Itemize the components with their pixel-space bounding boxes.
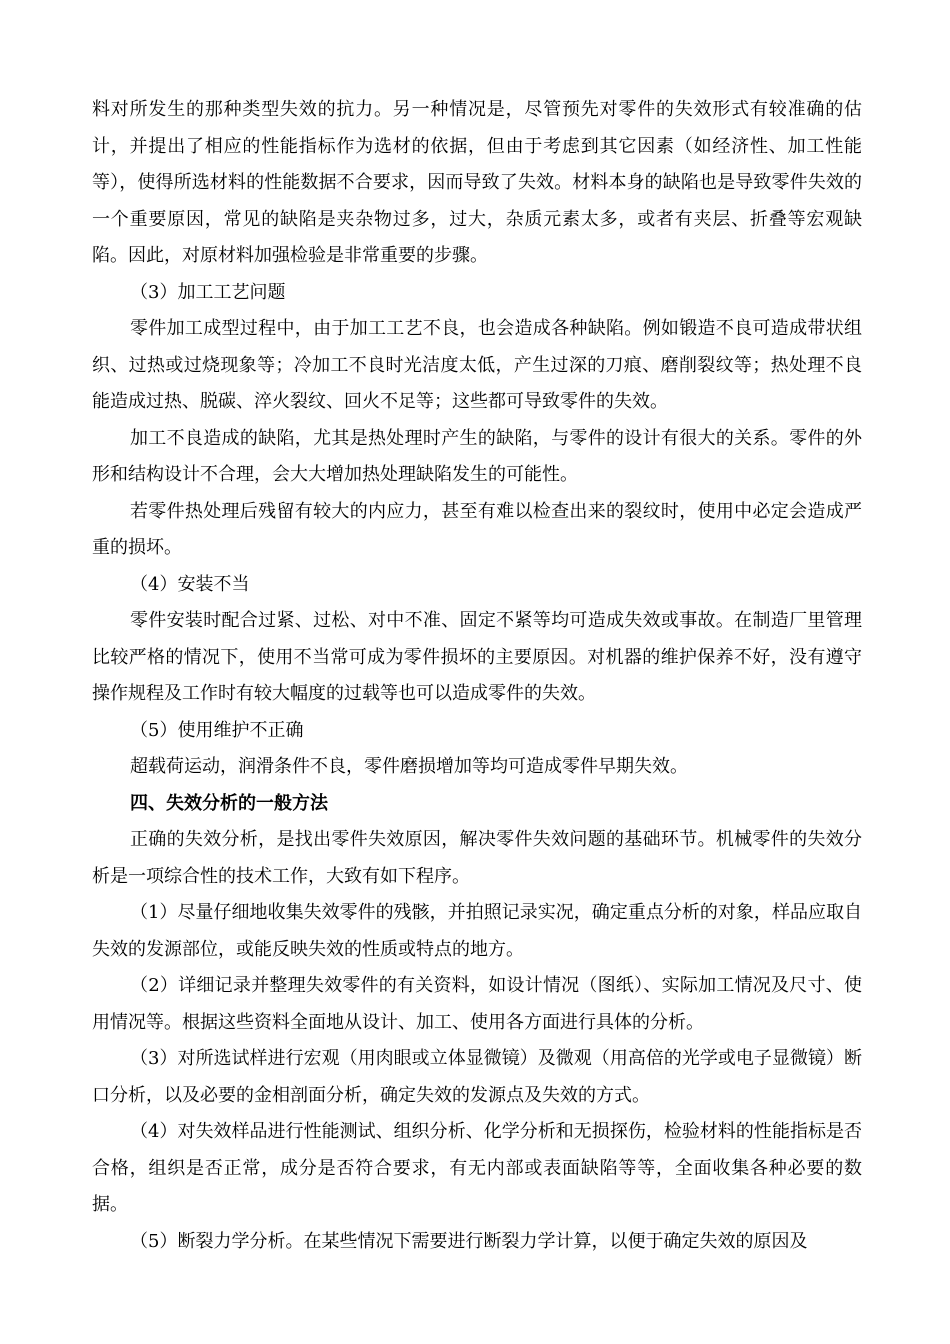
paragraph-step-3: （3）对所选试样进行宏观（用肉眼或立体显微镜）及微观（用高倍的光学或电子显微镜）断口分析，以及必要的金相剖面分析，确定失效的发源点及失效的方式。 xyxy=(92,1048,862,1106)
subheading-improper-maintenance: （5）使用维护不正确 xyxy=(130,719,304,741)
paragraph-step-4: （4）对失效样品进行性能测试、组织分析、化学分析和无损探伤，检验材料的性能指标是否合格，组织是否正常，成分是否符合要求，有无内部或表面缺陷等等，全面收集各种必要的数据。 xyxy=(92,1121,862,1215)
paragraph-material-defects: 料对所发生的那种类型失效的抗力。另一种情况是，尽管预先对零件的失效形式有较准确的估计，并提出了相应的性能指标作为选材的依据，但由于考虑到其它因素（如经济性、加工性能等），使得所选材料的性能数据不合要求，因而导致了失效。材料本身的缺陷也是导致零件失效的一个重要原因，常见的缺陷是夹杂物过多，过大，杂质元素太多，或者有夹层、折叠等宏观缺陷。因此，对原材料加强检验是非常重要的步骤。 xyxy=(92,99,862,266)
paragraph-installation: 零件安装时配合过紧、过松、对中不准、固定不紧等均可造成失效或事故。在制造厂里管理比较严格的情况下，使用不当常可成为零件损坏的主要原因。对机器的维护保养不好，没有遵守操作规程及工作时有较大幅度的过载等也可以造成零件的失效。 xyxy=(92,610,862,704)
paragraph-maintenance: 超载荷运动，润滑条件不良，零件磨损增加等均可造成零件早期失效。 xyxy=(130,756,688,777)
paragraph-step-5: （5）断裂力学分析。在某些情况下需要进行断裂力学计算，以便于确定失效的原因及 xyxy=(130,1230,808,1252)
paragraph-processing-defects: 零件加工成型过程中，由于加工工艺不良，也会造成各种缺陷。例如锻造不良可造成带状组织、过热或过烧现象等；冷加工不良时光洁度太低，产生过深的刀痕、磨削裂纹等；热处理不良能造成过热、脱碳、淬火裂纹、回火不足等；这些都可导致零件的失效。 xyxy=(92,318,862,412)
paragraph-step-2: （2）详细记录并整理失效零件的有关资料，如设计情况（图纸）、实际加工情况及尺寸、使用情况等。根据这些资料全面地从设计、加工、使用各方面进行具体的分析。 xyxy=(92,975,862,1033)
paragraph-heat-treatment-design: 加工不良造成的缺陷，尤其是热处理时产生的缺陷，与零件的设计有很大的关系。零件的外形和结构设计不合理，会大大增加热处理缺陷发生的可能性。 xyxy=(92,427,862,485)
subheading-improper-installation: （4）安装不当 xyxy=(130,573,250,595)
paragraph-analysis-intro: 正确的失效分析，是找出零件失效原因，解决零件失效问题的基础环节。机械零件的失效分析是一项综合性的技术工作，大致有如下程序。 xyxy=(92,829,862,887)
document-page xyxy=(92,92,862,1260)
section-heading-failure-analysis-methods: 四、失效分析的一般方法 xyxy=(130,792,328,814)
paragraph-residual-stress: 若零件热处理后残留有较大的内应力，甚至有难以检查出来的裂纹时，使用中必定会造成严重的损坏。 xyxy=(92,500,862,558)
paragraph-step-1: （1）尽量仔细地收集失效零件的残骸，并拍照记录实况，确定重点分析的对象，样品应取自失效的发源部位，或能反映失效的性质或特点的地方。 xyxy=(92,902,862,960)
subheading-processing-issues: （3）加工工艺问题 xyxy=(130,281,286,303)
